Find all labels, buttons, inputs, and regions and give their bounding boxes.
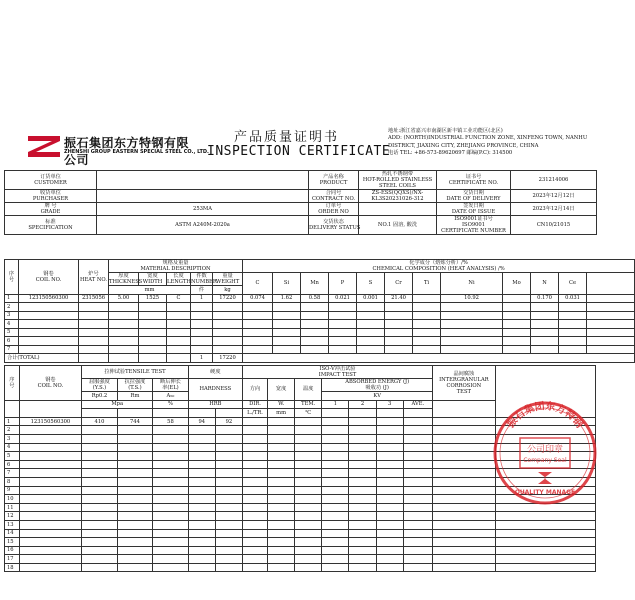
company-address bbox=[388, 128, 598, 157]
delivery-label: 交货日期 DATE OF DELIVERY bbox=[437, 190, 511, 203]
row-seq: 18 bbox=[5, 563, 20, 572]
c-value: 0.074 bbox=[243, 294, 273, 303]
seal-text-top: 振石集团东方特钢 bbox=[505, 401, 585, 431]
table-row bbox=[5, 563, 596, 572]
row-seq: 5 bbox=[5, 452, 20, 461]
purchaser-value bbox=[97, 190, 309, 203]
grade-value: 253MA bbox=[97, 203, 309, 216]
order-value bbox=[359, 203, 437, 216]
order-info-table bbox=[4, 170, 597, 235]
cert-value: 231214006 bbox=[511, 171, 597, 190]
material-desc-header: 规格及重量 MATERIAL DESCRIPTION bbox=[109, 260, 243, 273]
element-header: Ti bbox=[413, 273, 441, 295]
seal-text-en: Company Seal bbox=[523, 457, 567, 464]
weight-header: 重量 WEIGHT bbox=[213, 273, 243, 286]
unit-kg: kg bbox=[213, 286, 243, 295]
energy-col: 2 bbox=[349, 400, 376, 409]
total-weight: 17220 bbox=[213, 354, 243, 363]
hrb-label: HRB bbox=[188, 400, 242, 409]
unit-pieces: 件 bbox=[191, 286, 213, 295]
delivery-value: 2023年12月12日 bbox=[511, 190, 597, 203]
spec-value: ASTM A240M-2020a bbox=[97, 216, 309, 235]
thickness-header: 厚度 THICKNESS bbox=[109, 273, 143, 285]
unit-pct: % bbox=[153, 400, 188, 409]
ni-value: 10.92 bbox=[441, 294, 503, 303]
purchaser-label: 收货单位 PURCHASER bbox=[5, 190, 97, 203]
unit-deg: ℃ bbox=[295, 409, 322, 418]
absorbed-header: ABSORBED ENERGY (J) 吸收功 (J) bbox=[322, 379, 433, 392]
address-line: ADD: (NORTH)INDUSTRIAL FUNCTION ZONE, XINFENG TOWN, NANHU bbox=[388, 135, 588, 142]
title-en: INSPECTION CERTIFICATE bbox=[207, 144, 391, 159]
row-seq: 13 bbox=[5, 520, 20, 529]
ys-value: 410 bbox=[82, 417, 117, 426]
row-seq: 4 bbox=[5, 443, 20, 452]
order-label: 订单号 ORDER NO bbox=[309, 203, 359, 216]
element-header: S bbox=[357, 273, 385, 295]
row-seq: 4 bbox=[5, 320, 19, 329]
row-seq: 10 bbox=[5, 495, 20, 504]
element-header: N bbox=[531, 273, 559, 295]
thickness: 5.00 bbox=[109, 294, 139, 303]
contract-label: 合同号 CONTRACT NO. bbox=[309, 190, 359, 203]
seq-header: 序 号 bbox=[5, 260, 19, 295]
coil-no: 123150560300 bbox=[19, 294, 79, 303]
coil-no: 123150560300 bbox=[19, 417, 82, 426]
element-header: Mo bbox=[503, 273, 531, 295]
unit-mpa: Mpa bbox=[82, 400, 153, 409]
table-row bbox=[5, 538, 596, 547]
table-row bbox=[5, 345, 635, 354]
extra-value bbox=[587, 294, 635, 303]
pieces: 1 bbox=[191, 294, 213, 303]
row-seq: 3 bbox=[5, 311, 19, 320]
row-seq: 5 bbox=[5, 328, 19, 337]
grade-label: 牌 号 GRADE bbox=[5, 203, 97, 216]
row-seq: 17 bbox=[5, 555, 20, 564]
table-row bbox=[5, 337, 635, 346]
product-label: 产品名称 PRODUCT bbox=[309, 171, 359, 190]
width-header: 宽度 bbox=[268, 379, 295, 401]
row-seq: 12 bbox=[5, 512, 20, 521]
hrb-value-2: 92 bbox=[215, 417, 242, 426]
seal-text-mid: 公司印章 bbox=[526, 445, 564, 455]
row-seq: 3 bbox=[5, 434, 20, 443]
element-header: P bbox=[329, 273, 357, 295]
total-label: 合计(TOTAL) bbox=[5, 354, 79, 363]
spec-label: 标准 SPECIFICATION bbox=[5, 216, 97, 235]
status-value: NO.1 固溶, 酸洗 bbox=[359, 216, 437, 235]
row-seq: 6 bbox=[5, 337, 19, 346]
company-name-cn: 振石集团东方特钢有限公司 bbox=[64, 136, 190, 167]
row-seq: 15 bbox=[5, 538, 20, 547]
unit-dir: L./TR. bbox=[242, 409, 267, 418]
length: C bbox=[167, 294, 191, 303]
impact-header: ISO-V冲击试验 IMPACT TEST bbox=[242, 366, 432, 379]
seq-header: 序 号 bbox=[5, 366, 20, 401]
ts-sym: Rm bbox=[117, 392, 152, 401]
table-row bbox=[5, 294, 635, 303]
row-seq: 8 bbox=[5, 477, 20, 486]
seal-text-bottom: QUALITY MANAGE bbox=[514, 489, 576, 496]
weight: 17220 bbox=[213, 294, 243, 303]
customer-label: 订货单位 CUSTOMER bbox=[5, 171, 97, 190]
title-cn: 产品质量证明书 bbox=[234, 130, 340, 145]
row-seq: 11 bbox=[5, 503, 20, 512]
el-value: 58 bbox=[153, 417, 188, 426]
hardness-en: HARDNESS bbox=[188, 379, 242, 401]
s-value: 0.001 bbox=[357, 294, 385, 303]
address-line: 地址:浙江省嘉兴市南湖区新丰镇工业功能区(北区) bbox=[388, 128, 503, 134]
issue-label: 签发日期 DATE OF ISSUE bbox=[437, 203, 511, 216]
dir-header: 方向 bbox=[242, 379, 267, 401]
status-label: 交货状态 DELIVERY STATUS bbox=[309, 216, 359, 235]
tensile-header: 拉伸试验TENSILE TEST bbox=[82, 366, 188, 379]
row-seq: 9 bbox=[5, 486, 20, 495]
cr-value: 21.40 bbox=[385, 294, 413, 303]
table-row bbox=[5, 328, 635, 337]
mo-value bbox=[503, 294, 531, 303]
element-header: Cr bbox=[385, 273, 413, 295]
customer-value bbox=[97, 171, 309, 190]
table-row bbox=[5, 546, 596, 555]
table-row bbox=[5, 303, 635, 312]
total-pieces: 1 bbox=[191, 354, 213, 363]
contract-value: ZS-ESS(QQXS)/NX- KL3S20231026-312 bbox=[359, 190, 437, 203]
unit-mm: mm bbox=[109, 286, 191, 295]
table-row bbox=[5, 311, 635, 320]
coil-header: 钢卷 COIL NO. bbox=[19, 260, 79, 295]
hrb-value-1: 94 bbox=[188, 417, 215, 426]
cert-label: 证书号 CERTIFICATE NO. bbox=[437, 171, 511, 190]
iso-value: CN10/21015 bbox=[511, 216, 597, 235]
row-seq: 6 bbox=[5, 460, 20, 469]
iso-label: ISO9001证书号 ISO9001 CERTIFICATE NUMBER bbox=[437, 216, 511, 235]
chemical-composition-table bbox=[4, 259, 635, 363]
ys-header: 屈服强度 (Y.S.) bbox=[82, 379, 117, 392]
length-header: 长度 LENGTH bbox=[167, 273, 191, 285]
heat-no: 2315056 bbox=[79, 294, 109, 303]
element-header-blank bbox=[587, 273, 635, 295]
chem-comp-header: 化学成分（熔炼分析）/% CHEMICAL COMPOSITION (HEAT ANALYSIS) /% bbox=[243, 260, 635, 273]
mn-value: 0.58 bbox=[301, 294, 329, 303]
table-row bbox=[5, 529, 596, 538]
table-row bbox=[5, 512, 596, 521]
element-header: Ce bbox=[559, 273, 587, 295]
heat-header: 炉号 HEAT NO. bbox=[79, 260, 109, 295]
temp-header: 温度 bbox=[295, 379, 322, 401]
row-seq: 2 bbox=[5, 303, 19, 312]
energy-col: 3 bbox=[376, 400, 403, 409]
row-seq: 2 bbox=[5, 426, 20, 435]
ti-value bbox=[413, 294, 441, 303]
row-seq: 7 bbox=[5, 469, 20, 478]
coil-header: 钢卷 COIL NO. bbox=[19, 366, 82, 401]
ys-sym: Rp0.2 bbox=[82, 392, 117, 401]
product-value: 热轧不锈钢带 HOT-ROLLED STAINLESS STEEL COILS bbox=[359, 171, 437, 190]
row-seq: 7 bbox=[5, 345, 19, 354]
issue-value: 2023年12月14日 bbox=[511, 203, 597, 216]
table-row bbox=[5, 520, 596, 529]
company-logo bbox=[26, 134, 209, 167]
element-header: Mn bbox=[301, 273, 329, 295]
hardness-header: 硬度 bbox=[188, 366, 242, 379]
width-en: W. bbox=[268, 400, 295, 409]
dir-en: DIR. bbox=[242, 400, 267, 409]
address-line: 电话 TEL: +86-573-89620697 邮编(P.C): 314500 bbox=[388, 149, 513, 156]
si-value: 1.62 bbox=[273, 294, 301, 303]
igc-header: 晶间腐蚀 INTERGRANULAR CORROSION TEST bbox=[433, 366, 496, 401]
energy-col: AVE. bbox=[403, 400, 432, 409]
zhenshi-logo-icon bbox=[26, 134, 62, 158]
width-header: 宽度 WIDTH bbox=[139, 273, 167, 286]
row-seq: 14 bbox=[5, 529, 20, 538]
row-seq: 1 bbox=[5, 294, 19, 303]
width: 1525 bbox=[139, 294, 167, 303]
address-line: DISTRICT, JIAXING CITY, ZHEJIANG PROVINCE, CHINA bbox=[388, 142, 539, 149]
kv-label: KV bbox=[322, 392, 433, 401]
p-value: 0.021 bbox=[329, 294, 357, 303]
energy-col: 1 bbox=[322, 400, 349, 409]
ts-header: 抗拉强度 (T.S.) bbox=[117, 379, 152, 392]
company-name-en: ZHENSHI GROUP EASTERN SPECIAL STEEL CO., LTD. bbox=[64, 149, 209, 155]
unit-mm: mm bbox=[268, 409, 295, 418]
ts-value: 744 bbox=[117, 417, 152, 426]
company-seal-stamp bbox=[490, 398, 600, 508]
row-seq: 1 bbox=[5, 417, 20, 426]
table-row bbox=[5, 320, 635, 329]
el-header: 断后伸长 率(EL) bbox=[153, 379, 188, 392]
element-header: C bbox=[243, 273, 273, 295]
element-header: Si bbox=[273, 273, 301, 295]
temp-en: TEM. bbox=[295, 400, 322, 409]
row-seq: 16 bbox=[5, 546, 20, 555]
pieces-header: 件数 NUMBER bbox=[191, 273, 217, 285]
element-header: Ni bbox=[441, 273, 503, 295]
n-value: 0.170 bbox=[531, 294, 559, 303]
el-sym: A₅₀ bbox=[153, 392, 188, 401]
ce-value: 0.031 bbox=[559, 294, 587, 303]
table-row bbox=[5, 555, 596, 564]
total-row bbox=[5, 354, 635, 363]
certificate-header bbox=[4, 126, 596, 166]
